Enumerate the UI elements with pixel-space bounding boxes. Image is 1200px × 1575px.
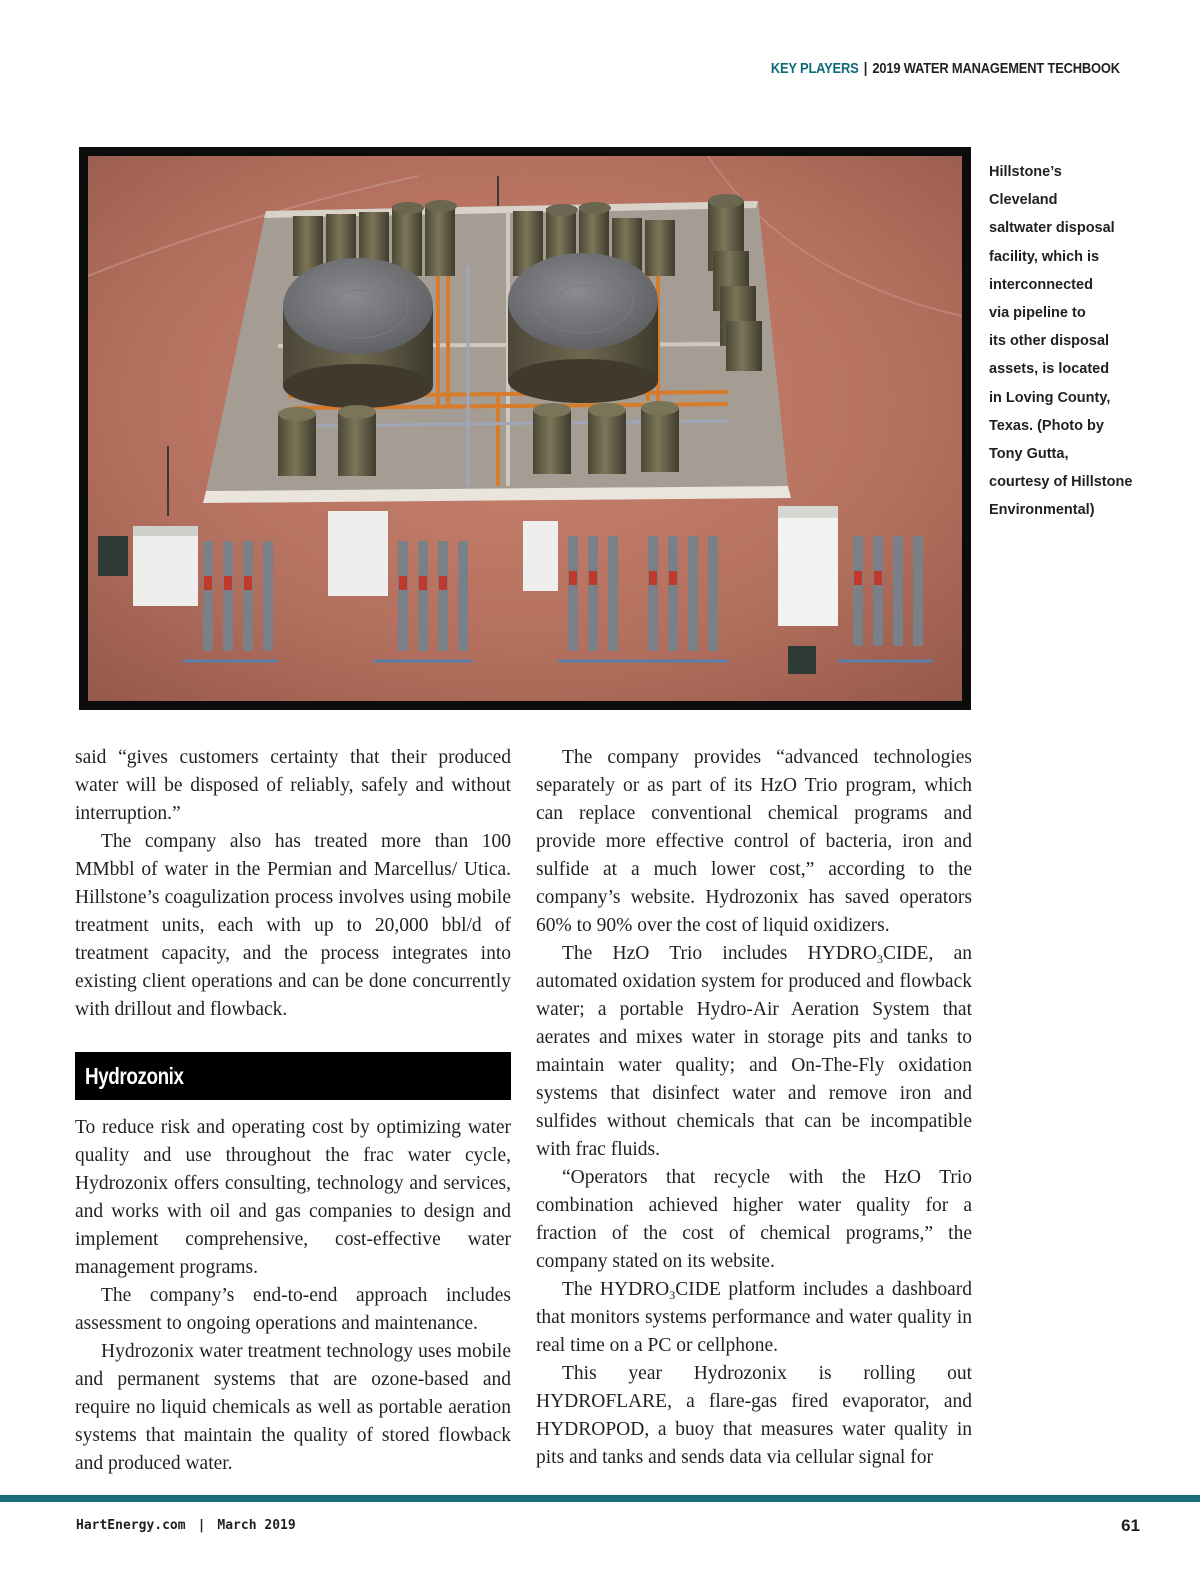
caption-line: Cleveland (989, 192, 1058, 209)
large-tank-left (283, 258, 433, 408)
body-text: The HzO Trio includes HYDRO (562, 943, 877, 964)
right-column (536, 744, 972, 1472)
body-paragraph (536, 1276, 972, 1360)
section-heading-text: Hydrozonix (85, 1063, 184, 1089)
facility-photo (79, 147, 971, 710)
body-paragraph: Hydrozonix water treatment technology uses mobile and permanent systems that are ozone-based and require no liquid chemicals as well as portable aeration systems that maintain the quality of stored flowback and produced water. (75, 1341, 511, 1474)
photo-caption (989, 158, 1159, 525)
section-heading-hydrozonix (75, 1052, 511, 1100)
body-paragraph: “Operators that recycle with the HzO Trio combination achieved higher water quality for a fraction of the cost of chemical programs,” the company stated on its website. (536, 1167, 972, 1272)
running-head-separator: | (863, 60, 868, 77)
caption-line: saltwater disposal (989, 220, 1115, 237)
footer-date: March 2019 (217, 1518, 296, 1533)
body-paragraph (536, 940, 972, 1164)
subscript: 3 (669, 1288, 676, 1302)
caption-line: Hillstone’s (989, 164, 1062, 180)
body-paragraph: The company also has treated more than 100 MMbbl of water in the Permian and Marcellus/ Utica. Hillstone’s coagulization process involves using mobile treatment units, each with up to 20,000 bbl/d of treatment capacity, and the process integrates into existing client operations and can be done concurrently with drillout and flowback. (75, 831, 511, 1020)
caption-line: its other disposal (989, 333, 1110, 350)
caption-line: via pipeline to (989, 305, 1086, 322)
caption-line: in Loving County, (989, 389, 1111, 406)
body-paragraph: This year Hydrozonix is rolling out HYDROFLARE, a flare-gas fired evaporator, and HYDROPOD, a buoy that measures water quality in pits and tanks and sends data via cellular signal for (536, 1363, 972, 1468)
footer-rule (0, 1495, 1200, 1502)
large-tank-right (508, 253, 658, 403)
running-head-section: KEY PLAYERS (770, 60, 859, 77)
caption-line: Environmental) (989, 502, 1095, 519)
footer-left (76, 1518, 296, 1533)
body-paragraph: To reduce risk and operating cost by optimizing water quality and use throughout the frac water cycle, Hydrozonix offers consulting, technology and services, and works with oil and gas companies to design and implement comprehensive, cost-effective water management programs. (75, 1117, 511, 1278)
page-number: 61 (1121, 1516, 1140, 1535)
footer-site: HartEnergy.com (76, 1518, 186, 1533)
body-text: CIDE, an automated oxidation system for produced and flowback water; a portable Hydro-Air Aeration System that aerates and mixes water in storage pits and tanks to maintain water quality; and On-The-Fly oxidation systems that disinfect water and remove iron and sulfides without chemicals that can be incompatible with frac fluids. (536, 943, 972, 1160)
caption-line: interconnected (989, 276, 1093, 293)
subscript: 3 (876, 952, 883, 966)
caption-line: assets, is located (989, 361, 1110, 378)
caption-line: courtesy of Hillstone (989, 474, 1133, 491)
left-column (75, 744, 511, 1478)
aerial-facility-illustration (88, 156, 962, 701)
body-paragraph: The company provides “advanced technologies separately or as part of its HzO Trio program, which can replace conventional chemical programs and provide more effective control of bacteria, iron and sulfide at a much lower cost,” according to the company’s website. Hydrozonix has saved operators 60% to 90% over the cost of liquid oxidizers. (536, 747, 972, 936)
running-head (771, 60, 1120, 77)
footer-separator: | (197, 1518, 206, 1533)
running-head-publication: 2019 WATER MANAGEMENT TECHBOOK (872, 60, 1120, 77)
caption-line: Tony Gutta, (989, 446, 1069, 463)
caption-line: facility, which is (989, 248, 1100, 265)
body-paragraph: The company’s end-to-end approach includes assessment to ongoing operations and maintenance. (75, 1285, 511, 1334)
body-text: The HYDRO (562, 1279, 670, 1300)
caption-line: Texas. (Photo by (989, 417, 1104, 434)
body-paragraph: said “gives customers certainty that their produced water will be disposed of reliably, safely and without interruption.” (75, 747, 511, 824)
body-text: CIDE platform includes a dashboard that monitors systems performance and water quality in real time on a PC or cellphone. (536, 1279, 973, 1356)
